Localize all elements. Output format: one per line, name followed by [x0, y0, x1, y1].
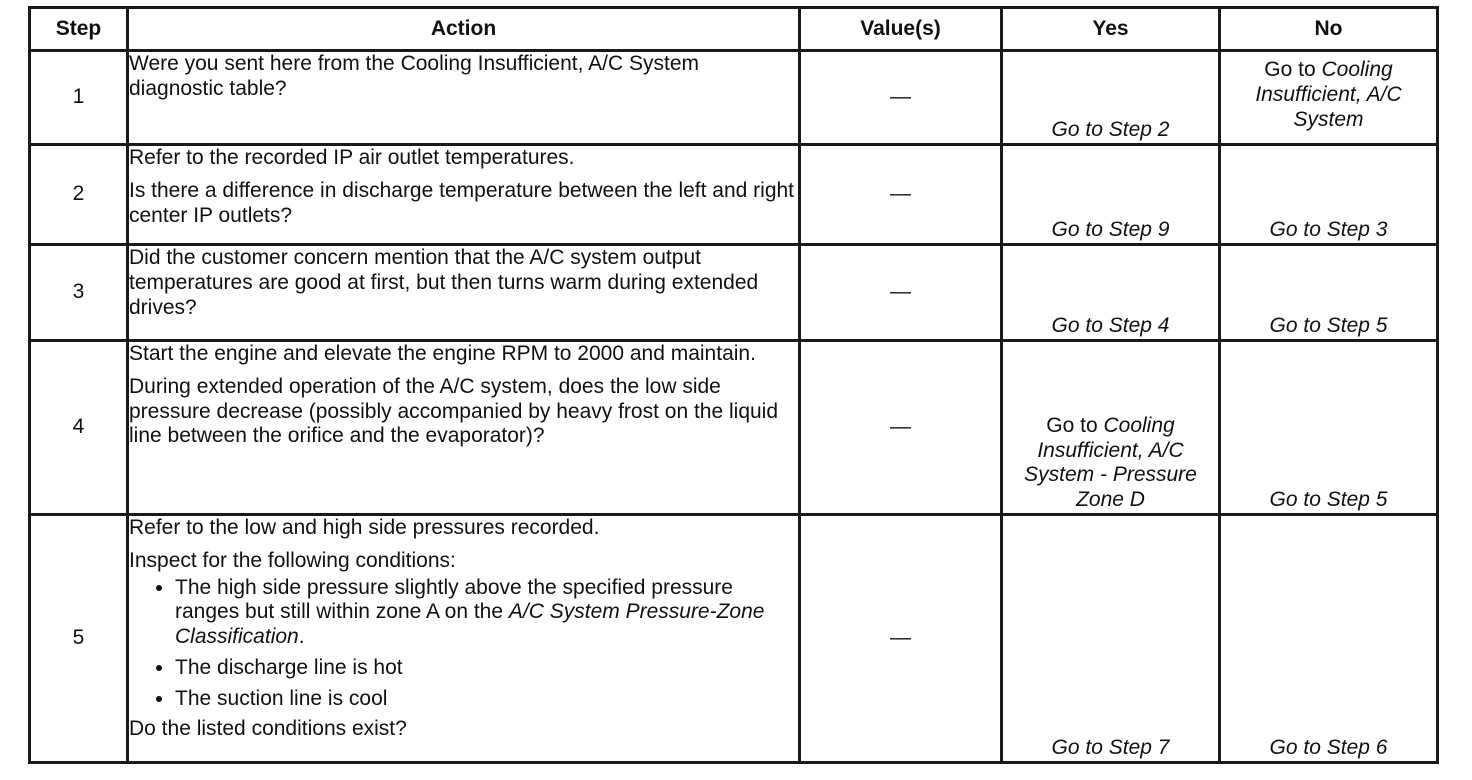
no-link: Cooling Insufficient, A/C System [1255, 58, 1402, 131]
no-cell [1220, 515, 1438, 763]
yes-link: Go to Step 9 [1051, 218, 1170, 242]
step-number: 1 [30, 51, 128, 145]
header-values: Value(s) [800, 8, 1002, 51]
no-cell [1220, 245, 1438, 341]
table-row [30, 245, 1438, 341]
value-cell: — [800, 341, 1002, 515]
header-row [30, 8, 1438, 51]
value-cell: — [800, 145, 1002, 245]
action-text: Is there a difference in discharge temperature between the left and right center IP outlets? [129, 178, 795, 227]
yes-cell [1002, 341, 1220, 515]
action-text: Were you sent here from the Cooling Insufficient, A/C System diagnostic table? [129, 52, 699, 100]
action-text: Inspect for the following conditions: [129, 548, 456, 572]
no-link: Go to Step 6 [1269, 736, 1388, 760]
no-cell [1220, 341, 1438, 515]
action-text: Start the engine and elevate the engine RPM to 2000 and maintain. [129, 342, 756, 365]
condition-text: The high side pressure slightly above the specified pressure ranges but still within zone A on the [175, 575, 733, 624]
step-number: 5 [30, 515, 128, 763]
action-text: Did the customer concern mention that the A/C system output temperatures are good at first, but then turns warm during extended drives? [129, 246, 759, 319]
yes-prefix: Go to [1046, 413, 1104, 437]
action-cell [128, 145, 800, 245]
condition-text: The discharge line is hot [175, 655, 403, 679]
action-text: Refer to the low and high side pressures recorded. [129, 516, 600, 539]
action-cell [128, 245, 800, 341]
table-row [30, 515, 1438, 763]
step-number: 4 [30, 341, 128, 515]
condition-text: The suction line is cool [175, 686, 388, 710]
yes-cell [1002, 515, 1220, 763]
header-yes: Yes [1002, 8, 1220, 51]
yes-link: Go to Step 2 [1051, 118, 1170, 142]
yes-link: Go to Step 4 [1051, 314, 1170, 338]
list-item [175, 576, 798, 650]
condition-reference: A/C System Pressure-Zone Classification [175, 600, 765, 649]
header-no: No [1220, 8, 1438, 51]
table-row [30, 145, 1438, 245]
value-cell: — [800, 515, 1002, 763]
action-text: During extended operation of the A/C system, does the low side pressure decrease (possibly accompanied by heavy frost on the liquid line between the orifice and the evaporator)? [129, 374, 779, 448]
header-step: Step [30, 8, 128, 51]
action-text: Do the listed conditions exist? [129, 717, 407, 741]
diagnostic-table [28, 6, 1439, 764]
yes-link: Cooling Insufficient, A/C System - Pressure Zone D [1024, 413, 1197, 512]
action-cell [128, 341, 800, 515]
action-cell [128, 51, 800, 145]
no-cell [1220, 51, 1438, 145]
value-cell: — [800, 51, 1002, 145]
no-cell [1220, 145, 1438, 245]
conditions-list [129, 576, 798, 712]
table-row [30, 51, 1438, 145]
no-link: Go to Step 5 [1269, 314, 1388, 338]
yes-cell [1002, 245, 1220, 341]
no-link: Go to Step 3 [1269, 218, 1388, 242]
value-cell: — [800, 245, 1002, 341]
table-row [30, 341, 1438, 515]
step-number: 2 [30, 145, 128, 245]
list-item [175, 687, 798, 712]
action-cell [128, 515, 800, 763]
list-item [175, 656, 798, 681]
yes-link: Go to Step 7 [1051, 736, 1170, 760]
header-action: Action [128, 8, 800, 51]
yes-cell [1002, 51, 1220, 145]
yes-cell [1002, 145, 1220, 245]
no-prefix: Go to [1264, 58, 1322, 81]
condition-suffix: . [298, 625, 305, 649]
no-link: Go to Step 5 [1269, 488, 1388, 512]
action-text: Refer to the recorded IP air outlet temperatures. [129, 146, 575, 169]
step-number: 3 [30, 245, 128, 341]
